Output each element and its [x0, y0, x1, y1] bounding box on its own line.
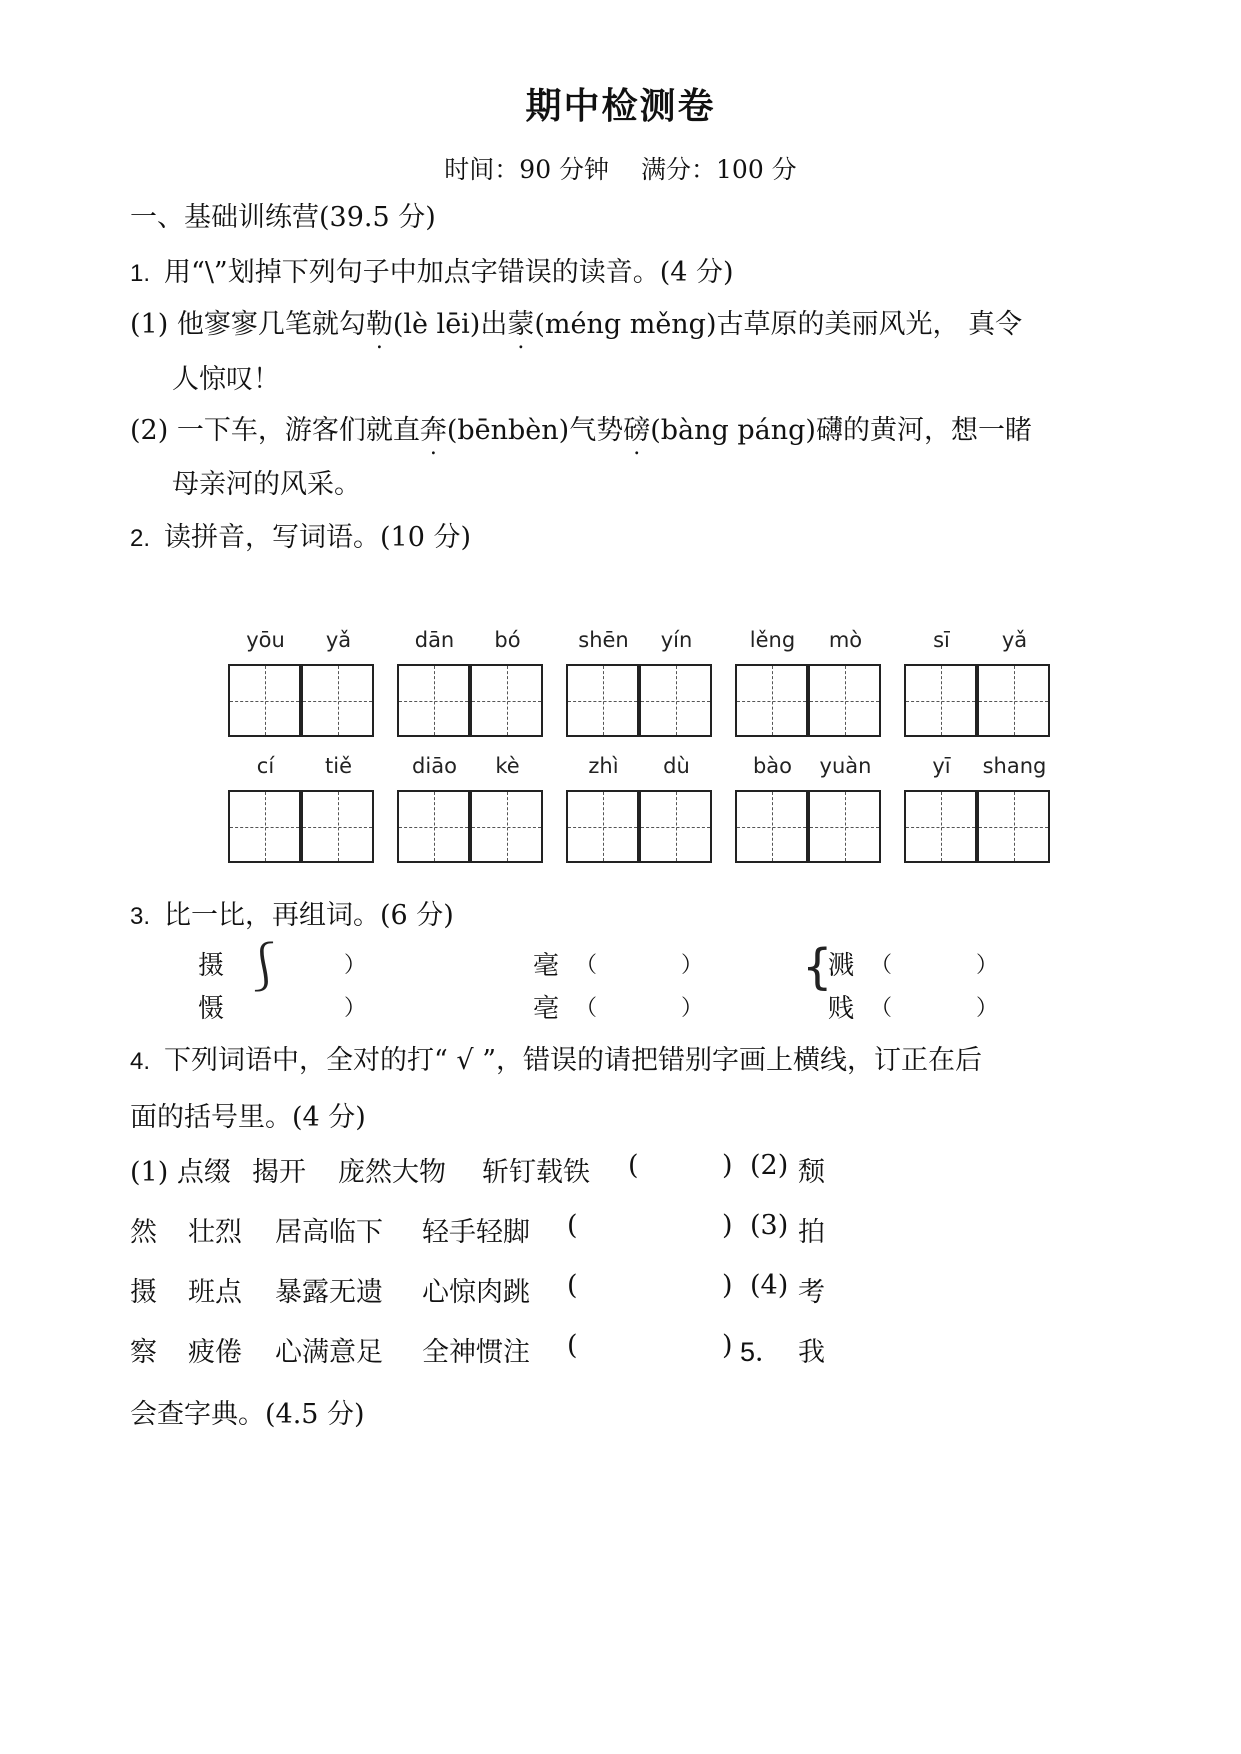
pinyin-syllable: yī — [932, 754, 951, 778]
answer-paren: ） — [344, 996, 367, 1021]
q1-item1-continuation: 人惊叹！ — [172, 364, 280, 395]
writing-box[interactable] — [470, 664, 543, 737]
writing-box[interactable] — [977, 664, 1050, 737]
writing-box[interactable] — [566, 790, 639, 863]
answer-paren: ） — [976, 953, 999, 978]
pinyin-syllable: yōu — [246, 628, 285, 652]
pinyin-syllable: dān — [414, 628, 455, 652]
question-1-item-1 — [130, 302, 1022, 341]
q4-word: 心满意足 — [275, 1337, 383, 1368]
question-4-stem-cont: 面的括号里。(4 分) — [130, 1102, 366, 1133]
q1-item1-part-c: (méng měng)古草原的美丽风光， 真令 — [534, 309, 1023, 340]
pinyin-syllable: cí — [256, 754, 275, 778]
pinyin-syllable: yuàn — [819, 754, 872, 778]
pinyin-syllable: diāo — [412, 754, 457, 778]
answer-paren: ) — [722, 1330, 733, 1361]
answer-paren: ） — [681, 996, 704, 1021]
writing-box[interactable] — [228, 664, 301, 737]
q1-item2-dotted-char-1: 奔 — [419, 415, 447, 446]
question-2-text: 读拼音，写词语。(10 分) — [164, 522, 472, 553]
q4-word: 颓 — [798, 1157, 825, 1188]
q4-word: 班点 — [188, 1277, 242, 1308]
writing-box[interactable] — [470, 790, 543, 863]
writing-box[interactable] — [977, 790, 1050, 863]
pinyin-syllable: dù — [663, 754, 690, 778]
compare-char: 慑 — [198, 994, 225, 1024]
pinyin-syllable: mò — [828, 628, 863, 652]
exam-score: 满分：100 分 — [641, 155, 797, 184]
answer-paren: ( — [628, 1150, 639, 1181]
compare-char: 溅 — [828, 951, 855, 981]
question-4-text: 下列词语中，全对的打“ √ ”，错误的请把错别字画上横线，订正在后 — [164, 1045, 982, 1076]
writing-box[interactable] — [735, 664, 808, 737]
q1-item1-part-a: (1) 他寥寥几笔就勾 — [130, 309, 366, 340]
answer-paren: （ — [575, 953, 598, 978]
writing-box[interactable] — [808, 790, 881, 863]
question-4-stem — [130, 1038, 982, 1077]
q4-word: 拍 — [798, 1217, 825, 1248]
pinyin-syllable: shēn — [578, 628, 629, 652]
writing-box[interactable] — [228, 790, 301, 863]
exam-info — [0, 150, 1241, 186]
q4-word: 疲倦 — [188, 1337, 242, 1368]
section-heading: 一、基础训练营(39.5 分) — [130, 202, 436, 233]
question-2-stem — [130, 515, 471, 554]
pinyin-syllable: bó — [494, 628, 521, 652]
answer-paren: （ — [870, 996, 893, 1021]
pinyin-syllable: shang — [982, 754, 1047, 778]
q4-word: 心惊肉跳 — [422, 1277, 530, 1308]
q4-word: 摄 — [130, 1277, 157, 1308]
writing-box[interactable] — [904, 664, 977, 737]
q4-word: 斩钉载铁 — [482, 1157, 590, 1188]
question-5-text: 会查字典。(4.5 分) — [130, 1399, 365, 1430]
compare-char: 贱 — [828, 994, 855, 1024]
answer-paren: （ — [870, 953, 893, 978]
q1-item2-part-a: (2) 一下车，游客们就直 — [130, 415, 420, 446]
q4-word: 暴露无遗 — [275, 1277, 383, 1308]
writing-box[interactable] — [639, 790, 712, 863]
q4-item-number: (3) — [750, 1210, 789, 1241]
question-1-number: 1. — [130, 260, 151, 287]
writing-box[interactable] — [566, 664, 639, 737]
writing-box[interactable] — [397, 790, 470, 863]
q1-item1-dotted-char-1: 勒 — [365, 309, 393, 340]
answer-paren: ( — [567, 1210, 578, 1241]
q4-word: 察 — [130, 1337, 157, 1368]
writing-box[interactable] — [735, 790, 808, 863]
question-3-number: 3. — [130, 903, 151, 930]
answer-paren: ) — [722, 1150, 733, 1181]
q1-item2-dotted-char-2: 磅 — [623, 415, 651, 446]
writing-box[interactable] — [808, 664, 881, 737]
q4-word: (1) 点缀 — [130, 1157, 231, 1188]
question-2-number: 2. — [130, 525, 151, 552]
q4-word: 居高临下 — [275, 1217, 383, 1248]
question-3-text: 比一比，再组词。(6 分) — [164, 900, 454, 931]
q1-item2-continuation: 母亲河的风采。 — [172, 469, 361, 500]
q1-item1-dotted-char-2: 蒙 — [507, 309, 535, 340]
q1-item1-part-b: (lè lēi)出 — [392, 309, 508, 340]
q1-item2-part-c: (bàng páng)礴的黄河，想一睹 — [650, 415, 1032, 446]
pinyin-syllable: yǎ — [1001, 628, 1028, 652]
compare-char: 毫 — [533, 951, 560, 981]
question-1-item-2 — [130, 408, 1032, 447]
answer-paren: ） — [681, 953, 704, 978]
brace-icon: ⎰ — [240, 939, 289, 995]
question-5-number: 5． — [740, 1337, 783, 1367]
q4-word: 我 — [798, 1337, 825, 1368]
answer-paren: ) — [722, 1270, 733, 1301]
writing-box[interactable] — [301, 664, 374, 737]
page-title: 期中检测卷 — [525, 86, 716, 127]
q4-word: 轻手轻脚 — [422, 1217, 530, 1248]
compare-char: 摄 — [198, 951, 225, 981]
answer-paren: ( — [567, 1270, 578, 1301]
q4-word: 考 — [798, 1277, 825, 1308]
answer-paren: ) — [722, 1210, 733, 1241]
question-1-text: 用“\”划掉下列句子中加点字错误的读音。(4 分) — [164, 257, 734, 288]
q4-word: 揭开 — [252, 1157, 306, 1188]
compare-char: 亳 — [533, 994, 560, 1024]
q1-item2-part-b: (bēnbèn)气势 — [446, 415, 624, 446]
pinyin-syllable: sī — [933, 628, 950, 652]
writing-box[interactable] — [639, 664, 712, 737]
question-3-stem — [130, 893, 454, 932]
answer-paren: （ — [575, 996, 598, 1021]
q4-item-number: (2) — [750, 1150, 789, 1181]
answer-paren: ） — [976, 996, 999, 1021]
brace-icon: { — [802, 939, 833, 995]
pinyin-syllable: yín — [660, 628, 693, 652]
writing-box[interactable] — [397, 664, 470, 737]
writing-box[interactable] — [301, 790, 374, 863]
q4-word: 壮烈 — [188, 1217, 242, 1248]
pinyin-syllable: bào — [752, 754, 793, 778]
q4-word: 然 — [130, 1217, 157, 1248]
pinyin-syllable: kè — [495, 754, 520, 778]
q4-word: 庞然大物 — [338, 1157, 446, 1188]
answer-paren: ( — [567, 1330, 578, 1361]
pinyin-syllable: tiě — [325, 754, 352, 778]
q4-item-number: (4) — [750, 1270, 789, 1301]
pinyin-syllable: lěng — [749, 628, 796, 652]
writing-box[interactable] — [904, 790, 977, 863]
question-4-number: 4. — [130, 1048, 151, 1075]
question-1-stem — [130, 250, 734, 289]
pinyin-syllable: zhì — [588, 754, 619, 778]
exam-time: 时间：90 分钟 — [444, 155, 610, 184]
answer-paren: ） — [344, 953, 367, 978]
pinyin-syllable: yǎ — [325, 628, 352, 652]
q4-word: 全神惯注 — [422, 1337, 530, 1368]
